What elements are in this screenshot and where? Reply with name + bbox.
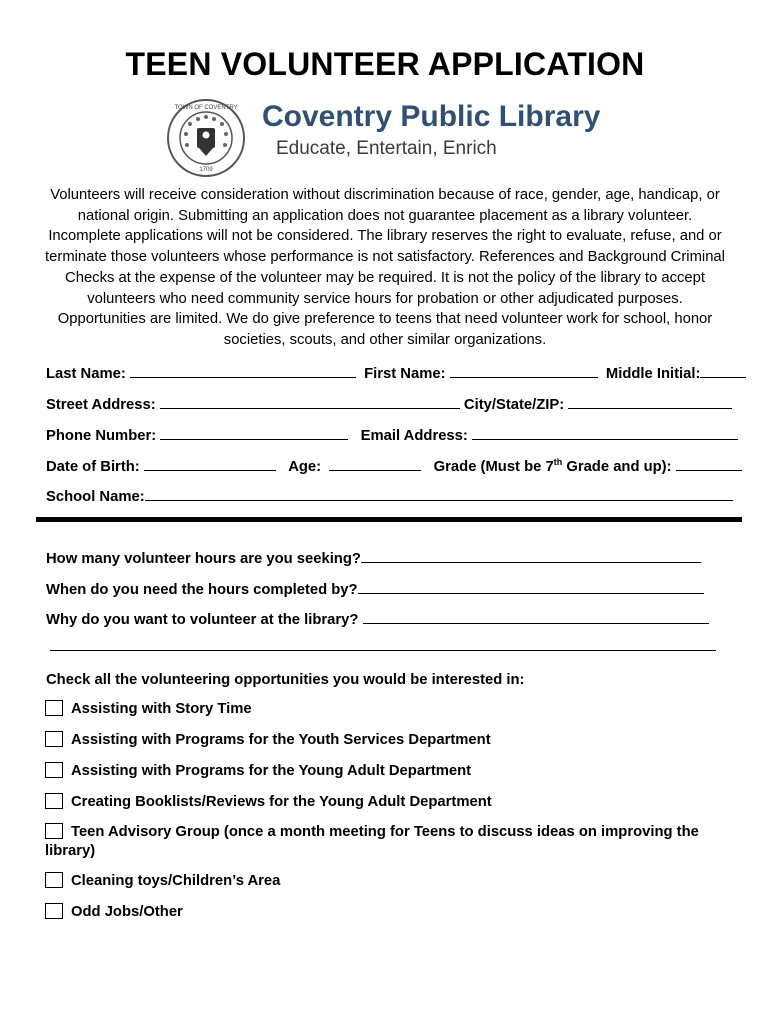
checkbox[interactable]: [45, 823, 63, 839]
why-volunteer-extra-line[interactable]: [50, 650, 716, 651]
city-state-zip-label: City/State/ZIP:: [463, 397, 565, 413]
school-name-field[interactable]: [145, 487, 733, 501]
hours-seeking-field[interactable]: [361, 549, 701, 563]
dob-row: [46, 457, 742, 475]
contact-row: [46, 426, 738, 444]
name-row: [46, 364, 746, 382]
first-name-label: First Name:: [364, 366, 446, 382]
opportunity-cleaning-toys[interactable]: Cleaning toys/Children’s Area: [45, 872, 280, 889]
checkbox[interactable]: [45, 903, 63, 919]
email-address-field[interactable]: [472, 426, 738, 440]
last-name-label: Last Name:: [46, 366, 126, 382]
checkbox[interactable]: [45, 793, 63, 809]
last-name-field[interactable]: [130, 364, 356, 378]
svg-text:1709: 1709: [199, 167, 213, 173]
phone-number-field[interactable]: [160, 426, 348, 440]
town-seal-logo: [166, 98, 246, 178]
hours-seeking-label: How many volunteer hours are you seeking?: [46, 551, 361, 567]
why-volunteer-field[interactable]: [363, 610, 709, 624]
why-question-row: [46, 610, 709, 628]
city-state-zip-field[interactable]: [568, 395, 732, 409]
checkbox[interactable]: [45, 872, 63, 888]
street-address-label: Street Address:: [46, 397, 156, 413]
age-field[interactable]: [329, 457, 421, 471]
opportunity-odd-jobs[interactable]: Odd Jobs/Other: [45, 903, 183, 920]
age-label: Age:: [288, 459, 322, 475]
street-address-field[interactable]: [160, 395, 460, 409]
middle-initial-label: Middle Initial:: [605, 366, 701, 382]
opportunity-story-time[interactable]: Assisting with Story Time: [45, 700, 252, 717]
hours-completed-field[interactable]: [358, 580, 704, 594]
opportunity-young-adult-programs[interactable]: Assisting with Programs for the Young Adult Department: [45, 762, 471, 779]
opportunity-youth-services[interactable]: Assisting with Programs for the Youth Services Department: [45, 731, 491, 748]
middle-initial-field[interactable]: [700, 364, 746, 378]
library-tagline: Educate, Entertain, Enrich: [276, 138, 497, 159]
date-of-birth-field[interactable]: [144, 457, 276, 471]
completion-question-row: [46, 580, 704, 598]
opportunity-booklists-reviews[interactable]: Creating Booklists/Reviews for the Young Adult Department: [45, 793, 492, 810]
checkbox[interactable]: [45, 700, 63, 716]
checkbox[interactable]: [45, 731, 63, 747]
intro-paragraph: Volunteers will receive consideration without discrimination because of race, gender, age, handicap, or national origin. Submitting an application does not guarantee placement as a library volunteer. Incomplete applications will not be considered. The library reserves the right to evaluate, refuse, and or terminate those volunteers whose performance is not satisfactory. References and Background Criminal Checks at the expense of the volunteer may be required. It is not the policy of the library to accept volunteers who need community service hours for probation or other adjudicated purposes. Opportunities are limited. We do give preference to teens that need volunteer work for school, honor societies, scouts, and other similar organizations.: [45, 187, 725, 348]
school-row: [46, 487, 733, 505]
page-title: TEEN VOLUNTEER APPLICATION: [125, 46, 645, 82]
hours-question-row: [46, 549, 701, 567]
why-volunteer-label: Why do you want to volunteer at the library?: [46, 612, 359, 628]
grade-label: Grade (Must be 7th Grade and up):: [433, 457, 672, 475]
date-of-birth-label: Date of Birth:: [46, 459, 140, 475]
first-name-field[interactable]: [450, 364, 598, 378]
opportunities-heading: Check all the volunteering opportunities you would be interested in:: [46, 672, 525, 688]
svg-text:TOWN OF COVENTRY: TOWN OF COVENTRY: [174, 105, 238, 111]
email-address-label: Email Address:: [360, 428, 468, 444]
address-row: [46, 395, 732, 413]
phone-number-label: Phone Number:: [46, 428, 157, 444]
hours-completed-label: When do you need the hours completed by?: [46, 582, 358, 598]
checkbox[interactable]: [45, 762, 63, 778]
school-name-label: School Name:: [46, 489, 145, 505]
grade-field[interactable]: [676, 457, 742, 471]
section-divider: [36, 517, 742, 522]
library-name: Coventry Public Library: [262, 100, 601, 133]
opportunity-teen-advisory[interactable]: Teen Advisory Group (once a month meeting for Teens to discuss ideas on improving the library): [45, 824, 699, 859]
